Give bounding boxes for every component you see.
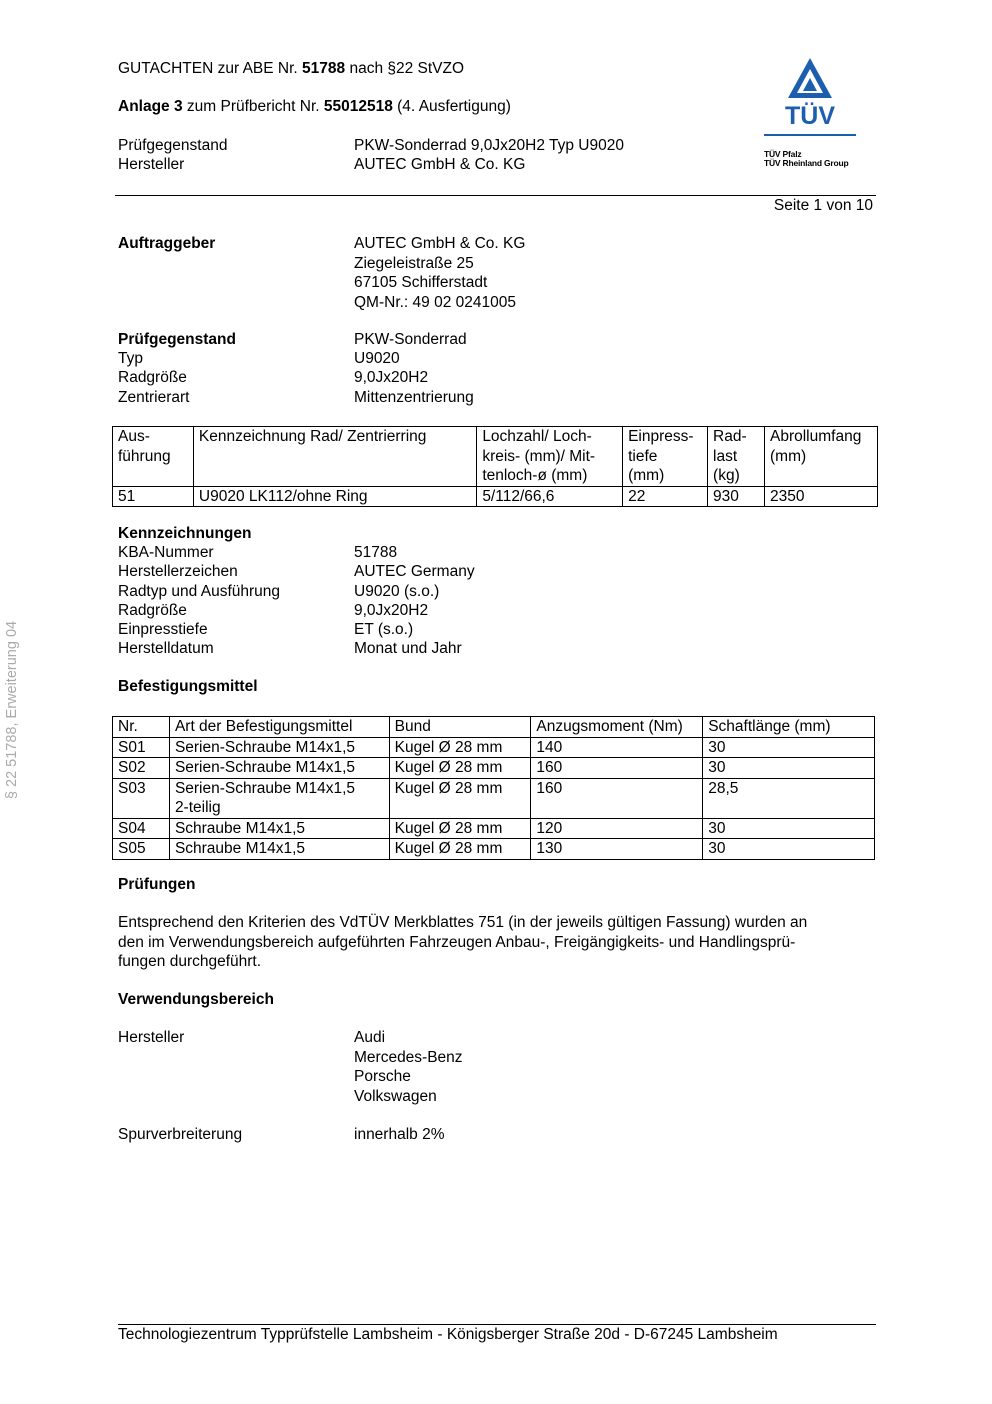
kz-value: ET (s.o.)	[354, 621, 414, 638]
kz-value: Monat und Jahr	[354, 640, 462, 657]
typ-value: U9020	[354, 350, 400, 367]
table-cell: 160	[531, 778, 703, 818]
zentrierart-value: Mittenzentrierung	[354, 389, 474, 406]
list-item: Porsche	[354, 1068, 411, 1085]
table-cell: 51	[113, 486, 194, 507]
table-header-cell: Art der Befestigungsmittel	[169, 717, 389, 738]
table-header-cell: Rad- last (kg)	[708, 427, 765, 487]
table-header-cell: Bund	[389, 717, 531, 738]
footer-text: Technologiezentrum Typprüfstelle Lambsheim - Königsberger Straße 20d - D-67245 Lambsheim	[118, 1326, 778, 1343]
table-cell: Schraube M14x1,5	[169, 839, 389, 860]
radgroesse-label: Radgröße	[118, 369, 187, 386]
table-cell: Kugel Ø 28 mm	[389, 737, 531, 758]
pruefungen-heading: Prüfungen	[118, 876, 196, 893]
table-cell: Serien-Schraube M14x1,5	[169, 758, 389, 779]
side-note: § 22 51788, Erweiterung 04	[4, 620, 20, 800]
tuv-logo-rule	[764, 134, 856, 136]
table-header-cell: Schaftlänge (mm)	[703, 717, 875, 738]
fastener-table	[112, 716, 875, 860]
table-row	[113, 737, 875, 758]
report-number: 55012518	[323, 98, 393, 115]
table-cell: 120	[531, 818, 703, 839]
tuv-logo-sub1: TÜV Pfalz	[764, 149, 802, 159]
table-cell: S04	[113, 818, 170, 839]
report-subtitle: Anlage 3 zum Prüfbericht Nr. 55012518 (4. Ausfertigung)	[118, 98, 511, 115]
kz-label: Herstellerzeichen	[118, 563, 238, 580]
list-item: Audi	[354, 1029, 386, 1046]
report-title: GUTACHTEN zur ABE Nr. 51788 nach §22 StVZO	[118, 60, 465, 77]
table-cell: Serien-Schraube M14x1,5	[169, 737, 389, 758]
table-cell: S03	[113, 778, 170, 818]
table-header-cell: Aus- führung	[113, 427, 194, 487]
address-line: Ziegeleistraße 25	[354, 254, 474, 272]
kz-label: Radgröße	[118, 602, 187, 619]
pruefungen-paragraph: Entsprechend den Kriterien des VdTÜV Merkblattes 751 (in der jeweils gültigen Fassung) wurden an den im Verwendungsbereich aufgeführten Fahrzeugen Anbau-, Freigängigkeits- und Handlingsprü- fungen durchgeführt.	[118, 914, 808, 970]
header-rule	[115, 195, 876, 196]
table-cell: Kugel Ø 28 mm	[389, 818, 531, 839]
tuv-logo-text: TÜV	[785, 102, 835, 130]
kz-label: KBA-Nummer	[118, 544, 214, 561]
spur-label: Spurverbreiterung	[118, 1126, 243, 1143]
table-cell: Kugel Ø 28 mm	[389, 758, 531, 779]
table-row	[113, 758, 875, 779]
vb-hersteller-label: Hersteller	[118, 1029, 185, 1046]
table-row	[113, 839, 875, 860]
kennzeichnungen-heading: Kennzeichnungen	[118, 525, 252, 542]
kz-label: Einpresstiefe	[118, 621, 208, 638]
table-cell: 160	[531, 758, 703, 779]
typ-label: Typ	[118, 350, 143, 367]
radgroesse-value: 9,0Jx20H2	[354, 369, 429, 386]
table-header-cell: Nr.	[113, 717, 170, 738]
table-header-cell: Anzugsmoment (Nm)	[531, 717, 703, 738]
vb-hersteller-list	[354, 1028, 463, 1106]
auftraggeber-address	[354, 234, 525, 312]
table-cell: 5/112/66,6	[477, 486, 623, 507]
table-cell: 30	[703, 818, 875, 839]
befestigung-heading: Befestigungsmittel	[118, 678, 258, 695]
table-cell: 130	[531, 839, 703, 860]
table-header-cell: Lochzahl/ Loch- kreis- (mm)/ Mit- tenloch-ø (mm)	[477, 427, 623, 487]
table-cell: 930	[708, 486, 765, 507]
table-cell: 30	[703, 758, 875, 779]
wheel-table	[112, 426, 878, 507]
table-row	[113, 778, 875, 818]
list-item: Volkswagen	[354, 1087, 437, 1105]
table-cell: Kugel Ø 28 mm	[389, 839, 531, 860]
kz-value: 9,0Jx20H2	[354, 602, 429, 619]
kz-value: AUTEC Germany	[354, 563, 475, 580]
pruefgegenstand-value: PKW-Sonderrad	[354, 331, 467, 348]
header-pg-label: Prüfgegenstand	[118, 137, 228, 154]
table-cell: S05	[113, 839, 170, 860]
kz-value: U9020 (s.o.)	[354, 583, 440, 600]
table-cell: 28,5	[703, 778, 875, 818]
fastener-table-header-row	[113, 717, 875, 738]
verwendungsbereich-heading: Verwendungsbereich	[118, 991, 274, 1008]
table-cell: 140	[531, 737, 703, 758]
tuv-logo	[762, 56, 862, 176]
auftraggeber-label: Auftraggeber	[118, 235, 216, 252]
table-cell: 30	[703, 737, 875, 758]
abe-number: 51788	[302, 60, 346, 77]
spur-value: innerhalb 2%	[354, 1126, 445, 1143]
table-cell: S02	[113, 758, 170, 779]
kz-label: Radtyp und Ausführung	[118, 583, 281, 600]
address-line: QM-Nr.: 49 02 0241005	[354, 293, 516, 311]
table-cell: 30	[703, 839, 875, 860]
table-cell: S01	[113, 737, 170, 758]
header-pg-value: PKW-Sonderrad 9,0Jx20H2 Typ U9020	[354, 137, 624, 154]
wheel-table-header-row	[113, 427, 878, 487]
table-cell: 22	[623, 486, 708, 507]
address-line: 67105 Schifferstadt	[354, 274, 488, 291]
table-header-cell: Abrollumfang (mm)	[765, 427, 878, 487]
table-row	[113, 818, 875, 839]
header-hersteller-value: AUTEC GmbH & Co. KG	[354, 156, 526, 173]
header-hersteller-label: Hersteller	[118, 156, 185, 173]
tuv-logo-sub2: TÜV Rheinland Group	[764, 158, 849, 168]
zentrierart-label: Zentrierart	[118, 389, 190, 406]
table-cell: Schraube M14x1,5	[169, 818, 389, 839]
kz-label: Herstelldatum	[118, 640, 214, 657]
table-cell: U9020 LK112/ohne Ring	[193, 486, 476, 507]
table-header-cell: Kennzeichnung Rad/ Zentrierring	[193, 427, 476, 487]
table-header-cell: Einpress- tiefe (mm)	[623, 427, 708, 487]
table-row	[113, 486, 878, 507]
page-info: Seite 1 von 10	[773, 197, 873, 214]
table-cell: 2350	[765, 486, 878, 507]
address-line: AUTEC GmbH & Co. KG	[354, 235, 526, 252]
pruefgegenstand-heading: Prüfgegenstand	[118, 331, 236, 348]
kz-value: 51788	[354, 544, 398, 561]
list-item: Mercedes-Benz	[354, 1048, 463, 1066]
table-cell: Kugel Ø 28 mm	[389, 778, 531, 818]
table-cell: Serien-Schraube M14x1,5 2-teilig	[169, 778, 389, 818]
